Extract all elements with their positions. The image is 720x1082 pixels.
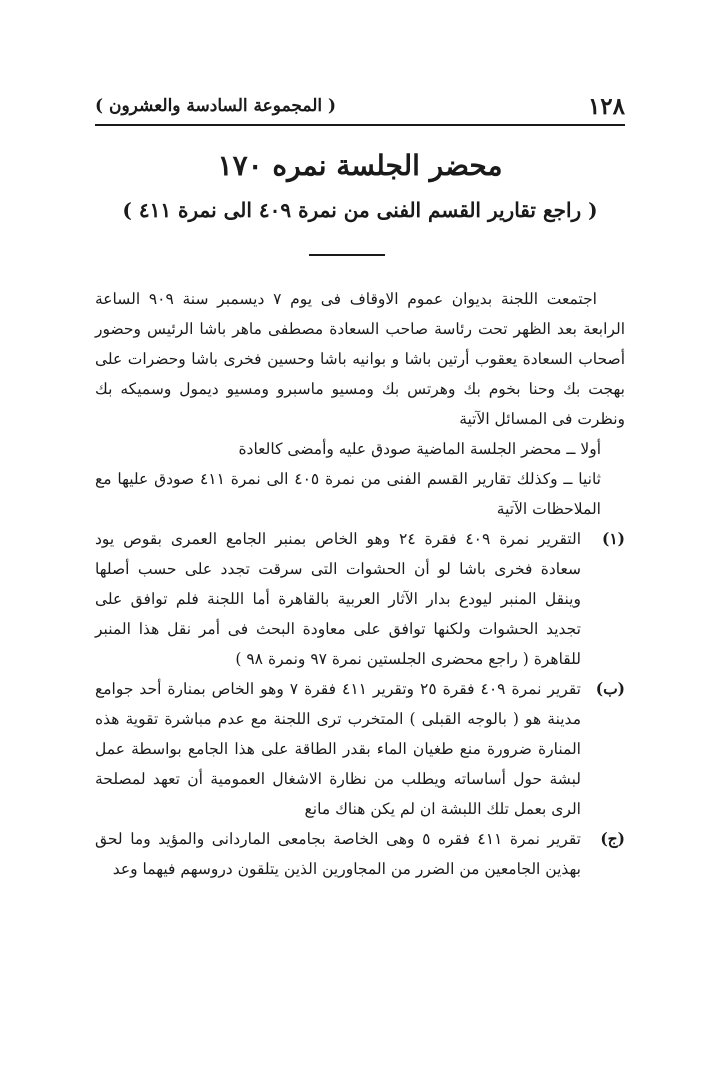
session-subtitle: ( راجع تقارير القسم الفنى من نمرة ٤٠٩ الى نمرة ٤١١ ) (122, 198, 598, 222)
header-rule (95, 124, 625, 126)
list-item (95, 674, 625, 824)
item-label: (١) (601, 529, 625, 548)
page-number: ١٢٨ (587, 92, 625, 120)
item-label: (ب) (595, 679, 625, 698)
list-item (95, 524, 625, 674)
item-text: تقرير نمرة ٤٠٩ فقرة ٢٥ وتقرير ٤١١ فقرة ٧ وهو الخاص بمنارة أحد جوامع مدينة هو ( بالوجه القبلى ) المتخرب ترى اللجنة مع عدم مباشرة تقوية هذه المنارة ضرورة منع طغيان الماء بقدر الطاقة على هذا الجامع بواسطة عمل لبشة حول أساساته ويطلب من نظارة الاشغال العمومية أن تعهد لمصلحة الرى بعمل تلك اللبشة ان لم يكن هناك مانع (95, 680, 581, 818)
list-item (95, 824, 625, 884)
item-label: (ج) (600, 829, 625, 848)
title-divider (309, 254, 385, 256)
minutes-body (95, 284, 625, 884)
point-second: ثانيا ــ وكذلك تقارير القسم الفنى من نمرة ٤٠٥ الى نمرة ٤١١ صودق عليها مع الملاحظات الآتية (95, 470, 601, 518)
point-first: أولا ــ محضر الجلسة الماضية صودق عليه وأمضى كالعادة (238, 440, 601, 458)
session-title: محضر الجلسة نمره ١٧٠ (217, 149, 503, 182)
running-header (95, 92, 625, 120)
intro-paragraph: اجتمعت اللجنة بديوان عموم الاوقاف فى يوم ٧ ديسمبر سنة ٩٠٩ الساعة الرابعة بعد الظهر تحت رئاسة صاحب السعادة مصطفى ماهر باشا الرئيس وحضور أصحاب السعادة يعقوب أرتين باشا و بوانيه باشا وحسين فخرى باشا وحضرات على بهجت بك وحنا بخوم بك وهرتس بك ومسيو ماسبرو ومسيو ديمول وسميكه بك ونظرت فى المسائل الآتية (95, 290, 625, 428)
item-text: التقرير نمرة ٤٠٩ فقرة ٢٤ وهو الخاص بمنبر الجامع العمرى بقوص يود سعادة فخرى باشا لو أن الحشوات التى سرقت تجدد على حسب أصلها وينقل المنبر ليودع بدار الآثار العربية بالقاهرة أما اللجنة فلم توافق على تجديد الحشوات ولكنها توافق على معاودة البحث فى أمر نقل هذا المنبر للقاهرة ( راجع محضرى الجلستين نمرة ٩٧ ونمرة ٩٨ ) (95, 530, 581, 668)
item-text: تقرير نمرة ٤١١ فقره ٥ وهى الخاصة بجامعى الماردانى والمؤيد وما لحق بهذين الجامعين من الضرر من المجاورين الذين يتلقون دروسهم فيهما وعد (95, 830, 581, 878)
group-title: ( المجموعة السادسة والعشرون ) (95, 96, 337, 116)
